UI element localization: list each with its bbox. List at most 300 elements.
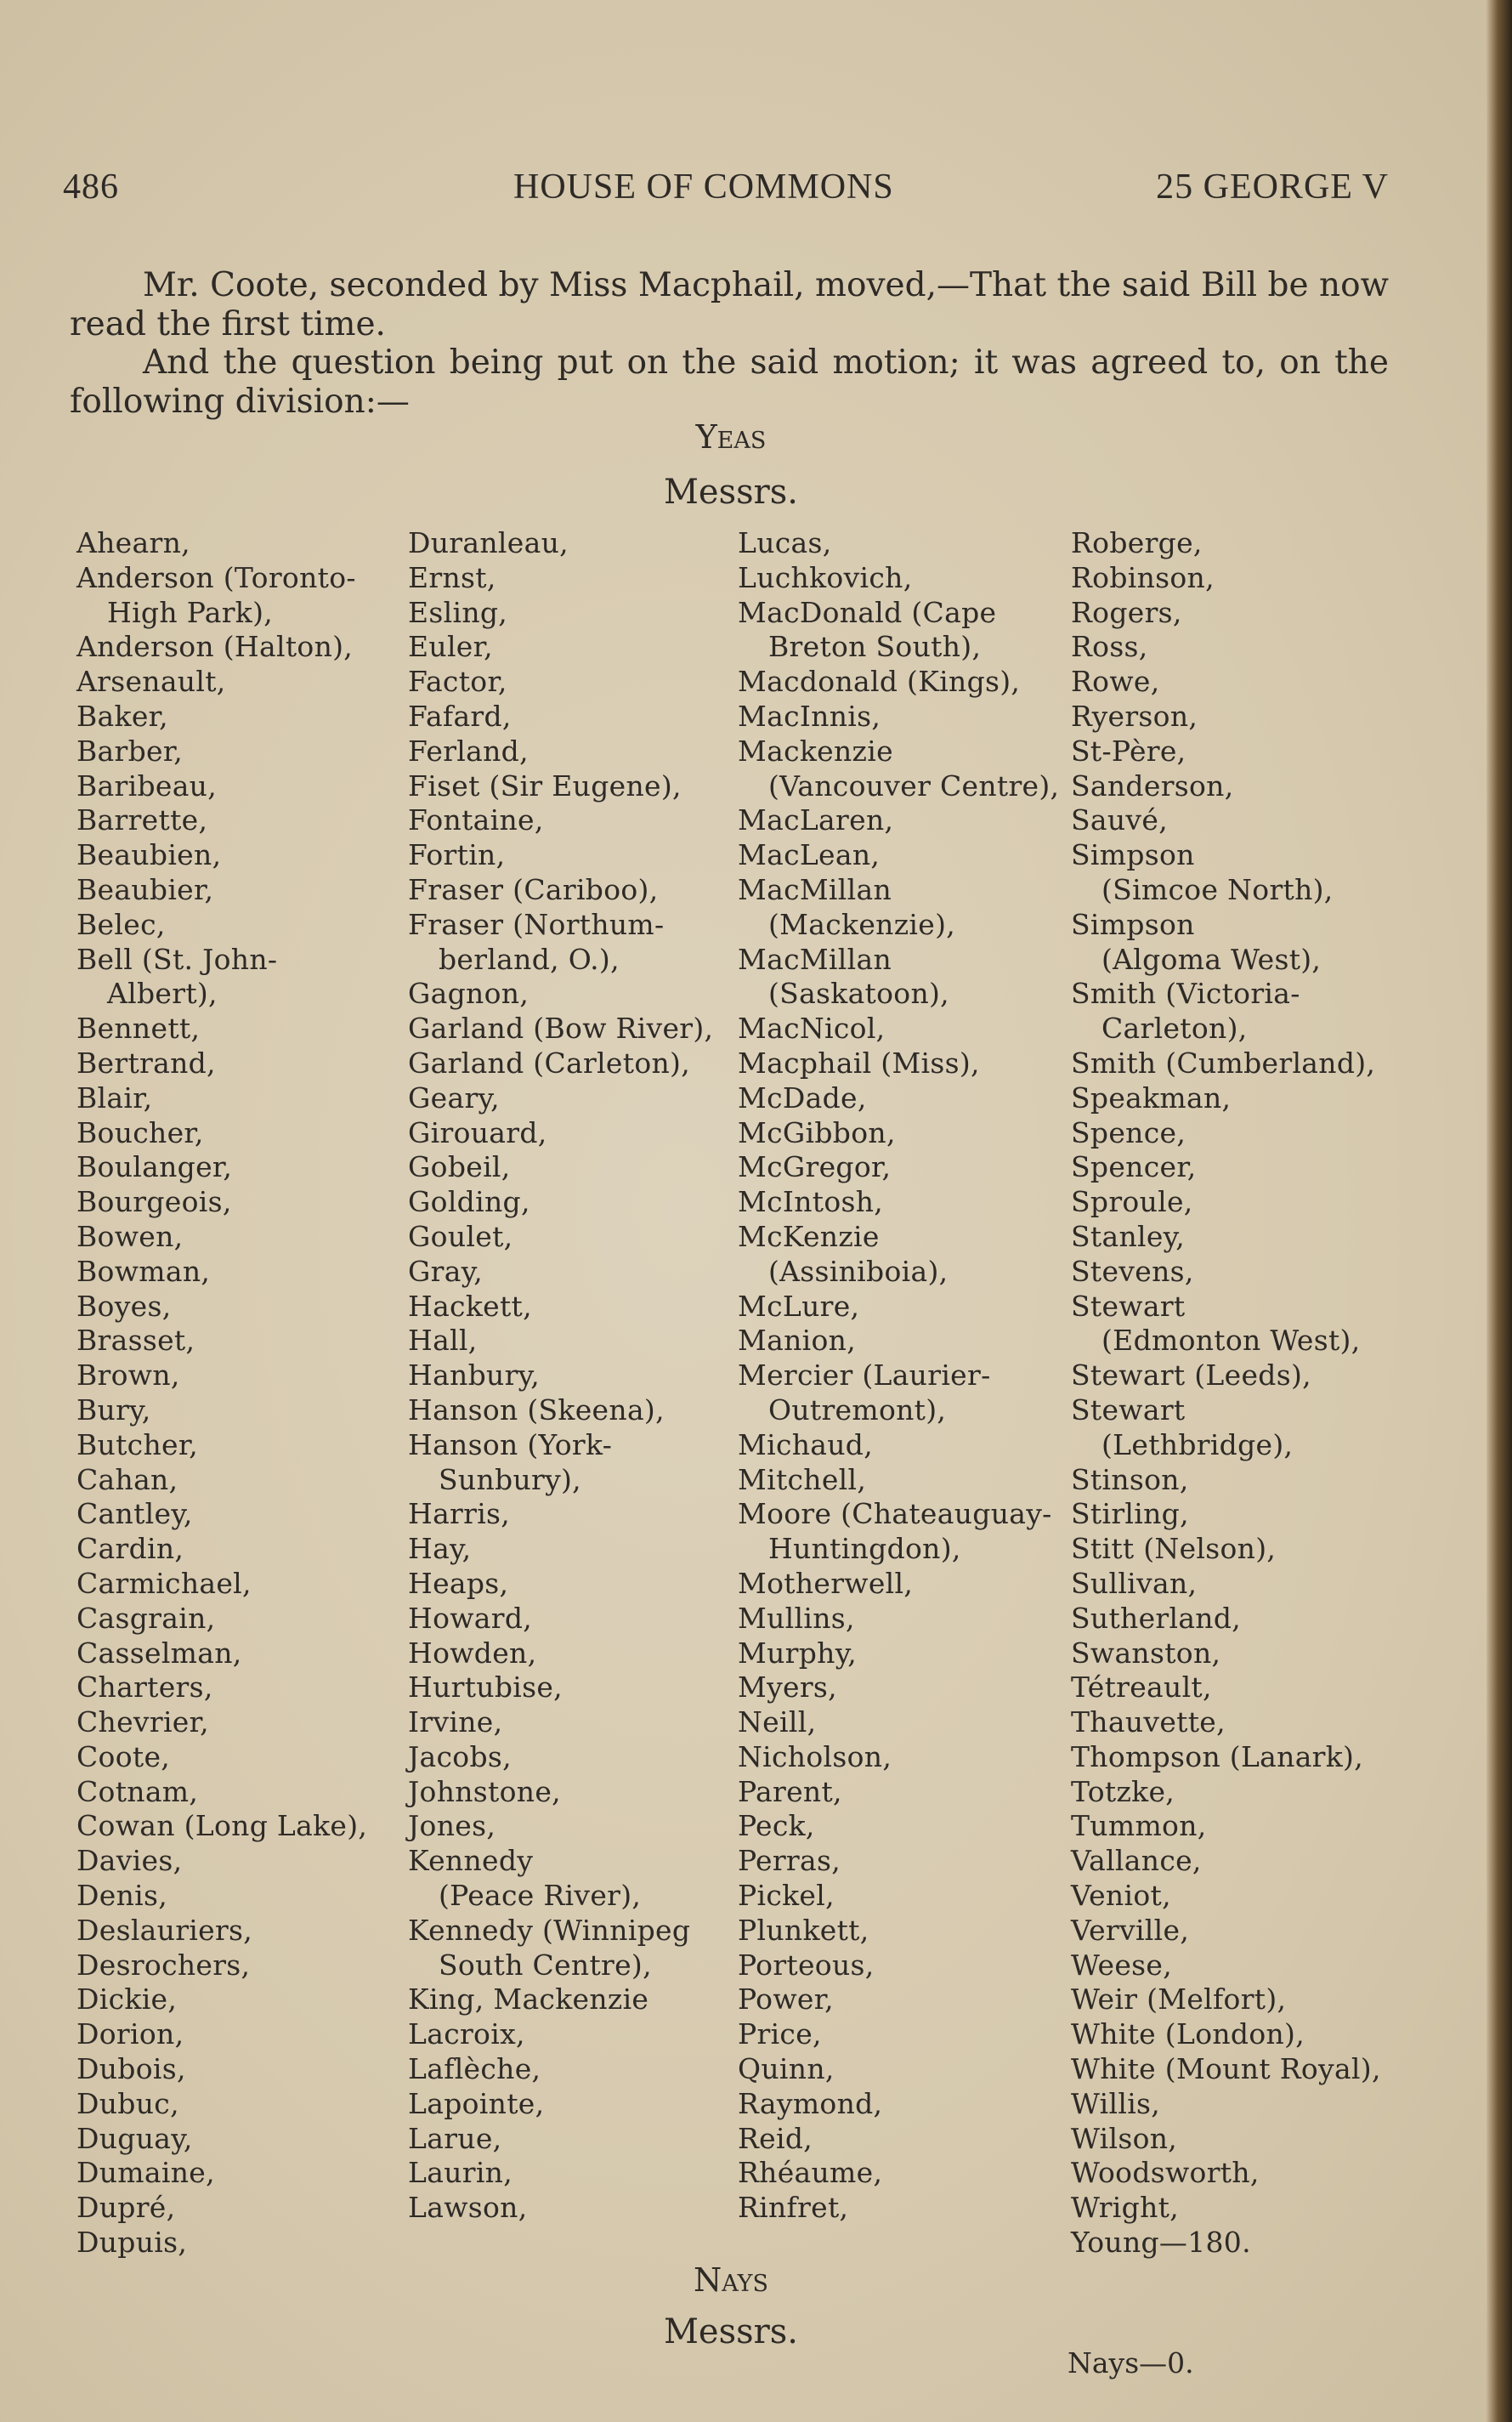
member-name: [1071, 1670, 1428, 1705]
member-name-line: Stanley,: [1071, 1219, 1186, 1253]
member-name: [408, 1081, 765, 1116]
member-name: [1071, 1914, 1428, 1948]
member-name: [408, 1185, 765, 1220]
member-name-continuation: (Vancouver Centre),: [768, 769, 1060, 803]
member-name: [408, 1914, 765, 1983]
member-name-line: Belec,: [76, 907, 166, 941]
member-name: [408, 1012, 765, 1047]
member-name: [1071, 2156, 1428, 2191]
member-name: [76, 1393, 433, 1428]
member-name: [408, 1775, 765, 1810]
member-name: [76, 1705, 433, 1740]
member-name-line: Kennedy: [408, 1844, 534, 1878]
member-name-line: Willis,: [1071, 2086, 1161, 2120]
member-name-line: Cardin,: [76, 1532, 184, 1566]
member-name-line: Price,: [738, 2017, 822, 2051]
member-name: [738, 1081, 1095, 1116]
member-name-line: Duguay,: [76, 2121, 193, 2155]
member-name: [1071, 561, 1428, 596]
member-name-line: Anderson (Toronto-: [76, 560, 356, 594]
member-name: [1071, 1220, 1428, 1255]
member-name-continuation: Huntingdon),: [768, 1532, 961, 1566]
member-name-line: Bowen,: [76, 1219, 184, 1253]
member-name-line: Ryerson,: [1071, 699, 1198, 733]
member-name-line: Weir (Melfort),: [1071, 1982, 1287, 2016]
member-name-line: Smith (Cumberland),: [1071, 1046, 1376, 1080]
member-name: [408, 1636, 765, 1671]
member-name: [738, 1185, 1095, 1220]
member-name: [738, 1324, 1095, 1358]
member-name-line: Mercier (Laurier-: [738, 1358, 991, 1393]
member-name: [408, 769, 765, 804]
member-name: [408, 1497, 765, 1532]
member-name: [76, 1740, 433, 1775]
member-name: [408, 2087, 765, 2122]
member-name-continuation: (Saskatoon),: [768, 977, 949, 1011]
member-name-line: Moore (Chateauguay-: [738, 1497, 1052, 1531]
member-name: [76, 1602, 433, 1636]
member-name: [738, 838, 1095, 873]
member-name: [408, 803, 765, 838]
member-name: [76, 1012, 433, 1047]
member-name: [1071, 1358, 1428, 1393]
member-name-line: Rowe,: [1071, 665, 1160, 699]
member-name: [408, 873, 765, 908]
member-name: [76, 1670, 433, 1705]
member-name: [1071, 2052, 1428, 2087]
member-name-line: Baribeau,: [76, 769, 218, 803]
member-name-line: Pickel,: [738, 1879, 835, 1913]
member-name: [408, 1567, 765, 1602]
member-name-line: Jacobs,: [408, 1739, 512, 1773]
member-name: [738, 943, 1095, 1012]
member-name: [1071, 1290, 1428, 1359]
member-name: [408, 1150, 765, 1185]
member-name: [408, 630, 765, 665]
member-name-continuation: High Park),: [107, 595, 274, 629]
member-name: [76, 1047, 433, 1081]
member-name-line: Hanson (York-: [408, 1427, 613, 1461]
member-name: [408, 2191, 765, 2226]
member-name-line: Hanbury,: [408, 1358, 541, 1393]
member-name: [1071, 735, 1428, 769]
member-name-continuation: (Lethbridge),: [1101, 1427, 1294, 1461]
member-name-line: Thauvette,: [1071, 1705, 1226, 1739]
member-name: [76, 1948, 433, 1983]
member-name-line: Casselman,: [76, 1636, 242, 1670]
member-name-line: Cahan,: [76, 1462, 178, 1496]
member-name: [738, 735, 1095, 804]
member-name: [76, 1844, 433, 1879]
member-name-line: Reid,: [738, 2121, 813, 2155]
member-name: [408, 1670, 765, 1705]
member-name-line: Parent,: [738, 1774, 842, 1808]
member-name: [76, 1255, 433, 1290]
member-name: [76, 2156, 433, 2191]
member-name: [76, 2226, 433, 2260]
member-name: [1071, 700, 1428, 735]
member-name: [408, 1255, 765, 1290]
member-name-line: Barber,: [76, 734, 184, 768]
member-name: [76, 1290, 433, 1324]
member-name: [1071, 1463, 1428, 1498]
member-name-line: Anderson (Halton),: [76, 630, 354, 664]
member-name-line: Ferland,: [408, 734, 529, 768]
member-name: [738, 1497, 1095, 1567]
member-name: [738, 1636, 1095, 1671]
member-name-line: Rinfret,: [738, 2191, 849, 2225]
member-name: [738, 1705, 1095, 1740]
member-name-line: MacNicol,: [738, 1012, 886, 1046]
member-name-line: Macdonald (Kings),: [738, 665, 1021, 699]
yeas-column-4: [1071, 526, 1428, 2260]
member-name-continuation: berland, O.),: [439, 942, 620, 976]
member-name-continuation: (Edmonton West),: [1101, 1324, 1361, 1358]
member-name: [408, 596, 765, 631]
member-name-line: Garland (Carleton),: [408, 1046, 691, 1080]
member-name-line: MacMillan: [738, 942, 892, 976]
member-name-continuation: (Assiniboia),: [768, 1254, 949, 1288]
member-name-line: Peck,: [738, 1809, 815, 1843]
member-name-line: Stewart: [1071, 1289, 1186, 1323]
member-name-line: Rogers,: [1071, 595, 1182, 629]
member-name-line: Arsenault,: [76, 665, 226, 699]
member-name-line: Larue,: [408, 2121, 502, 2155]
member-name-continuation: Albert),: [107, 977, 218, 1011]
member-name: [408, 665, 765, 700]
member-name-line: Harris,: [408, 1497, 511, 1531]
question-text: And the question being put on the said motion; it was agreed to, on the following division:—: [70, 343, 1389, 421]
member-name-line: Bennett,: [76, 1012, 201, 1046]
member-name: [408, 1428, 765, 1498]
member-name: [738, 2087, 1095, 2122]
member-name: [76, 838, 433, 873]
member-name-line: Hanson (Skeena),: [408, 1393, 665, 1427]
member-name: [76, 2052, 433, 2087]
member-name-line: Murphy,: [738, 1636, 858, 1670]
member-name-line: Spencer,: [1071, 1150, 1197, 1184]
member-name-line: Porteous,: [738, 1948, 875, 1982]
member-name: [738, 803, 1095, 838]
member-name: [1071, 2191, 1428, 2226]
member-name-line: MacLaren,: [738, 803, 894, 837]
member-name: [76, 665, 433, 700]
member-name-line: Lawson,: [408, 2191, 528, 2225]
member-name: [1071, 1081, 1428, 1116]
member-name: [738, 1775, 1095, 1810]
member-name-line: McDade,: [738, 1081, 867, 1115]
member-name: [738, 1982, 1095, 2017]
member-name-continuation: (Simcoe North),: [1101, 872, 1334, 906]
member-name: [738, 1116, 1095, 1151]
member-name: [408, 526, 765, 561]
member-name-line: MacLean,: [738, 838, 881, 872]
member-name-line: Blair,: [76, 1081, 153, 1115]
member-name: [738, 2052, 1095, 2087]
member-name: [408, 561, 765, 596]
member-name-line: Duranleau,: [408, 526, 569, 559]
member-name: [76, 1636, 433, 1671]
member-name-line: Stewart: [1071, 1393, 1186, 1427]
member-name-line: Simpson: [1071, 907, 1195, 941]
member-name-line: Bury,: [76, 1393, 151, 1427]
member-name-line: Irvine,: [408, 1705, 503, 1739]
member-name-line: Lapointe,: [408, 2086, 545, 2120]
member-name-line: Jones,: [408, 1809, 496, 1843]
member-name: [1071, 2087, 1428, 2122]
member-name-line: Boulanger,: [76, 1150, 233, 1184]
member-name: [738, 1948, 1095, 1983]
member-name: [1071, 1982, 1428, 2017]
member-name: [76, 1185, 433, 1220]
member-name-line: Perras,: [738, 1844, 841, 1878]
member-name: [408, 977, 765, 1012]
member-name-line: MacMillan: [738, 872, 892, 906]
member-name: [1071, 1705, 1428, 1740]
member-name-line: Dumaine,: [76, 2156, 215, 2190]
motion-text: Mr. Coote, seconded by Miss Macphail, moved,—That the said Bill be now read the first time.: [70, 266, 1389, 343]
member-name-line: Lucas,: [738, 526, 832, 559]
member-name: [738, 2017, 1095, 2052]
member-name-line: Hay,: [408, 1532, 472, 1566]
member-name-line: Sutherland,: [1071, 1601, 1242, 1635]
member-name: [76, 2122, 433, 2157]
member-name-line: Dupuis,: [76, 2226, 188, 2260]
member-name: [738, 873, 1095, 943]
member-name: [1071, 1150, 1428, 1185]
member-name: [1071, 1532, 1428, 1567]
member-name-line: Desrochers,: [76, 1948, 251, 1982]
member-name: [1071, 1948, 1428, 1983]
member-name-line: Laflèche,: [408, 2052, 541, 2086]
member-name-line: Dupré,: [76, 2191, 176, 2225]
member-name: [738, 2191, 1095, 2226]
member-name: [1071, 769, 1428, 804]
member-name-line: Chevrier,: [76, 1705, 209, 1739]
running-title: HOUSE OF COMMONS: [513, 167, 894, 207]
member-name-continuation: (Peace River),: [439, 1879, 642, 1913]
member-name: [1071, 1116, 1428, 1151]
member-name: [1071, 838, 1428, 908]
member-name: [738, 2122, 1095, 2157]
member-name: [408, 1220, 765, 1255]
member-name-line: Cotnam,: [76, 1774, 199, 1808]
member-name-continuation: (Mackenzie),: [768, 907, 956, 941]
member-name: [76, 1116, 433, 1151]
member-name: [1071, 665, 1428, 700]
member-name-line: Macphail (Miss),: [738, 1046, 980, 1080]
member-name: [408, 1844, 765, 1914]
member-name: [76, 561, 433, 631]
member-name-line: Luchkovich,: [738, 560, 913, 594]
member-name-line: Smith (Victoria-: [1071, 977, 1300, 1011]
member-name: [738, 2156, 1095, 2191]
member-name-line: Boucher,: [76, 1115, 204, 1149]
member-name-line: Johnstone,: [408, 1774, 561, 1808]
member-name: [738, 700, 1095, 735]
member-name-continuation: Outremont),: [768, 1393, 947, 1427]
member-name: [76, 1324, 433, 1358]
member-name-line: Plunkett,: [738, 1913, 869, 1947]
member-name: [408, 1809, 765, 1844]
member-name: [76, 1532, 433, 1567]
member-name-line: Bowman,: [76, 1254, 211, 1288]
member-name: [738, 1809, 1095, 1844]
member-name-line: Weese,: [1071, 1948, 1173, 1982]
member-name: [408, 2017, 765, 2052]
member-name-line: Dubuc,: [76, 2086, 179, 2120]
member-name-line: Rhéaume,: [738, 2156, 883, 2190]
member-name: [1071, 977, 1428, 1047]
member-name-line: Fafard,: [408, 699, 512, 733]
member-name-line: Vallance,: [1071, 1844, 1202, 1878]
member-name: [1071, 1255, 1428, 1290]
member-name: [408, 1602, 765, 1636]
member-name-line: Fiset (Sir Eugene),: [408, 769, 682, 803]
member-name-line: Robinson,: [1071, 560, 1215, 594]
member-name-line: Butcher,: [76, 1427, 199, 1461]
member-name-line: Cowan (Long Lake),: [76, 1809, 368, 1843]
nays-total: Nays—0.: [1067, 2346, 1194, 2379]
member-name-line: Power,: [738, 1982, 834, 2016]
member-name: [1071, 1740, 1428, 1775]
member-name-line: Laurin,: [408, 2156, 513, 2190]
member-name: [1071, 1602, 1428, 1636]
member-name: [76, 630, 433, 665]
book-spine-shadow: [1487, 0, 1512, 2422]
member-name-line: Hackett,: [408, 1289, 532, 1323]
member-name: [1071, 1497, 1428, 1532]
member-name: [738, 1844, 1095, 1879]
member-name-line: Goulet,: [408, 1219, 513, 1253]
member-name-line: Howden,: [408, 1636, 537, 1670]
member-name-line: Garland (Bow River),: [408, 1012, 714, 1046]
yeas-column-3: [738, 526, 1095, 2226]
page-header: [63, 167, 1389, 211]
member-name: [738, 665, 1095, 700]
member-name-line: Fortin,: [408, 838, 506, 872]
member-name-line: Stewart (Leeds),: [1071, 1358, 1311, 1393]
member-name: [738, 1567, 1095, 1602]
member-name: [408, 1047, 765, 1081]
member-name: [76, 1567, 433, 1602]
member-name-line: Swanston,: [1071, 1636, 1221, 1670]
member-name: [1071, 596, 1428, 631]
nays-heading: Nays: [694, 2261, 768, 2299]
member-name: [76, 1463, 433, 1498]
member-name-line: White (London),: [1071, 2017, 1305, 2051]
member-name-line: King, Mackenzie: [408, 1982, 649, 2016]
member-name: [738, 1602, 1095, 1636]
member-name: [738, 596, 1095, 666]
member-name: [76, 943, 433, 1012]
member-name-line: Lacroix,: [408, 2017, 525, 2051]
member-name-line: Howard,: [408, 1601, 533, 1635]
member-name-line: Raymond,: [738, 2086, 883, 2120]
member-name-line: Beaubien,: [76, 838, 222, 872]
member-name-line: Charters,: [76, 1670, 213, 1704]
member-name-line: Motherwell,: [738, 1566, 914, 1600]
nays-messrs: Messrs.: [663, 2312, 799, 2351]
member-name: [76, 908, 433, 943]
member-name: [408, 735, 765, 769]
member-name: [738, 1358, 1095, 1428]
member-name-line: Deslauriers,: [76, 1913, 253, 1947]
member-name-continuation: Sunbury),: [439, 1462, 581, 1496]
member-name: [76, 2191, 433, 2226]
member-name-line: Young—180.: [1071, 2226, 1251, 2260]
member-name-line: MacDonald (Cape: [738, 595, 997, 629]
member-name: [738, 561, 1095, 596]
member-name-line: Dubois,: [76, 2052, 186, 2086]
member-name-line: Hall,: [408, 1324, 478, 1358]
member-name: [408, 2052, 765, 2087]
member-name-line: Neill,: [738, 1705, 817, 1739]
member-name: [76, 1809, 433, 1844]
member-name-line: Stirling,: [1071, 1497, 1189, 1531]
member-name: [1071, 908, 1428, 978]
member-name-line: Tétreault,: [1071, 1670, 1212, 1704]
member-name: [408, 1532, 765, 1567]
page-number: 486: [63, 167, 119, 207]
member-name: [1071, 1844, 1428, 1879]
member-name: [76, 1358, 433, 1393]
member-name-line: Beaubier,: [76, 872, 214, 906]
member-name-line: Sauvé,: [1071, 803, 1168, 837]
member-name-line: Woodsworth,: [1071, 2156, 1260, 2190]
session-label: 25 GEORGE V: [1156, 167, 1389, 207]
member-name: [738, 1150, 1095, 1185]
member-name: [408, 1982, 765, 2017]
member-name: [76, 1982, 433, 2017]
member-name-line: Davies,: [76, 1844, 183, 1878]
member-name-line: Barrette,: [76, 803, 208, 837]
member-name-line: Fontaine,: [408, 803, 544, 837]
member-name-line: Simpson: [1071, 838, 1195, 872]
member-name: [408, 2156, 765, 2191]
member-name: [1071, 1393, 1428, 1463]
member-name: [1071, 1879, 1428, 1914]
motion-paragraph: [70, 266, 1389, 344]
member-name: [76, 1879, 433, 1914]
member-name: [1071, 1047, 1428, 1081]
member-name-line: Mullins,: [738, 1601, 855, 1635]
member-name: [408, 908, 765, 978]
member-name: [76, 873, 433, 908]
member-name-continuation: (Algoma West),: [1101, 942, 1322, 976]
member-name-line: McIntosh,: [738, 1185, 884, 1219]
member-name: [738, 526, 1095, 561]
member-name: [1071, 803, 1428, 838]
member-name-line: Veniot,: [1071, 1879, 1171, 1913]
member-name: [738, 1428, 1095, 1463]
member-name-line: Gray,: [408, 1254, 484, 1288]
member-name-line: Totzke,: [1071, 1774, 1175, 1808]
member-name: [738, 1914, 1095, 1948]
member-name-line: Hurtubise,: [408, 1670, 563, 1704]
member-name-line: Fraser (Cariboo),: [408, 872, 659, 906]
member-name: [76, 700, 433, 735]
member-name-line: Roberge,: [1071, 526, 1203, 559]
member-name-line: Manion,: [738, 1324, 856, 1358]
member-name-line: Coote,: [76, 1739, 171, 1773]
member-name-line: Casgrain,: [76, 1601, 216, 1635]
member-name: [76, 1220, 433, 1255]
member-name: [408, 2122, 765, 2157]
member-name-line: McGregor,: [738, 1150, 892, 1184]
member-name: [1071, 1636, 1428, 1671]
member-name-line: Verville,: [1071, 1913, 1190, 1947]
